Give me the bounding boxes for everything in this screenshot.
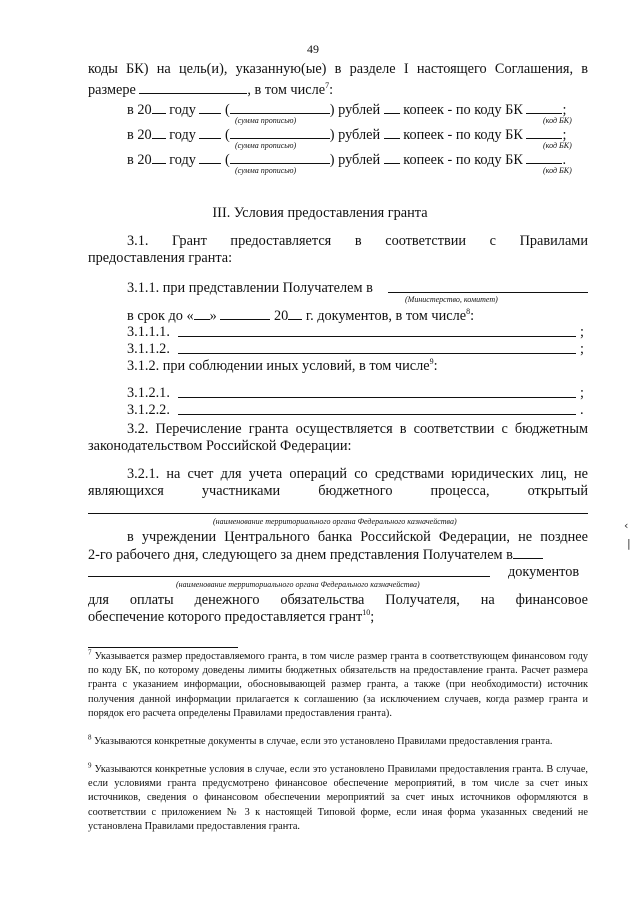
caption-sum-words: (сумма прописью) xyxy=(235,166,297,175)
kopeks-label: копеек - по коду БК xyxy=(403,102,523,118)
year-prefix: в 20 xyxy=(127,127,152,143)
p32-line-2: законодательством Российской Федерации: xyxy=(88,438,352,454)
year-blank xyxy=(152,101,166,114)
bk-code-blank xyxy=(526,151,562,164)
footnote-number: 7 xyxy=(88,648,92,657)
bk-code-blank xyxy=(526,101,562,114)
margin-mark: | xyxy=(627,537,631,550)
footnote-ref-8: 8 xyxy=(466,307,471,317)
rubles-label: ) рублей xyxy=(329,127,381,143)
row-end: . xyxy=(562,152,567,168)
item-3122-label: 3.1.2.2. xyxy=(127,402,170,418)
p31-line-1: 3.1. Грант предоставляется в соответствии с Правилами xyxy=(127,233,588,249)
p321-line-2: являющихся участниками бюджетного процесса, открытый xyxy=(88,483,588,499)
rubles-label: ) рублей xyxy=(329,152,381,168)
item-3112-end: ; xyxy=(580,341,584,357)
page-number: 49 xyxy=(307,42,319,56)
intro-size-label: размере xyxy=(88,82,136,98)
caption-sum-words: (сумма прописью) xyxy=(235,141,297,150)
caption-treasury: (наименование территориального органа Федерального казначейства) xyxy=(176,580,420,589)
year-prefix: в 20 xyxy=(127,102,152,118)
p321-line-1: 3.2.1. на счет для учета операций со средствами юридических лиц, не xyxy=(127,466,588,482)
p321-docs: документов xyxy=(508,564,580,580)
p321-line-3: в учреждении Центрального банка Российской Федерации, не позднее xyxy=(127,529,588,545)
deadline-year: 20 xyxy=(273,308,289,324)
intro-line-1: коды БК) на цель(и), указанную(ые) в разделе I настоящего Соглашения, в xyxy=(88,61,588,77)
p321-line-4 xyxy=(88,546,543,563)
ministry-blank xyxy=(388,292,588,293)
year-word: году xyxy=(169,102,196,118)
deadline-docs: г. документов, в том числе xyxy=(305,308,467,324)
footnote-text: Указываются конкретные условия в случае, если это установлено Правилами предоставления гранта. В случае, если условиями гранта предусмотрено финансовое обеспечение мероприятий, в том числе за счет иных источников, сведения о финансовом обеспечении мероприятий за счет иных источников оформляются в соответствии с приложением № 3 к настоящей Типовой форме, если иная форма указанных сведений не установлена Правилами предоставления гранта. xyxy=(88,764,588,832)
intro-including: , в том числе xyxy=(247,82,326,98)
year-word: году xyxy=(169,152,196,168)
footnote-text: Указываются конкретные документы в случае, если это установлено Правилами предоставления гранта. xyxy=(94,736,553,747)
caption-sum-words: (сумма прописью) xyxy=(235,116,297,125)
item-3112-blank xyxy=(178,353,576,354)
footnote-ref-10: 10 xyxy=(362,608,371,618)
p311-line-2 xyxy=(127,307,474,324)
deadline-quote: » xyxy=(209,308,217,324)
year-blank xyxy=(152,126,166,139)
kopeks-blank xyxy=(384,151,400,164)
year-blank xyxy=(152,151,166,164)
footnote-number: 8 xyxy=(88,733,92,742)
row-end: ; xyxy=(562,127,567,143)
footnote-8 xyxy=(88,735,588,749)
item-3121-blank xyxy=(178,397,576,398)
footnote-ref-7: 7 xyxy=(325,81,330,91)
item-3122-blank xyxy=(178,414,576,415)
day-blank xyxy=(194,307,210,320)
sum-words-blank xyxy=(230,101,330,114)
footnote-text: Указывается размер предоставляемого гранта, в том числе размер гранта в соответствующем финансовом году по коду БК, по которому доведены лимиты бюджетных обязательств на предоставление гранта. Расчет размера гранта с указанием информации, обосновывающей размер гранта, а также (при необходимости) источник получения данной информации прилагается к соглашению (за исключением случаев, когда размер гранта и порядок его расчета определены Правилами предоставления гранта). xyxy=(88,651,589,719)
sum-words-blank xyxy=(230,151,330,164)
p31-line-2: предоставления гранта: xyxy=(88,250,233,266)
kopeks-blank xyxy=(384,101,400,114)
intro-line-2 xyxy=(88,81,333,98)
p312-line xyxy=(127,358,438,374)
p311-text: 3.1.1. при представлении Получателем в xyxy=(127,280,373,296)
caption-ministry: (Министерство, комитет) xyxy=(405,295,498,304)
item-3122-end: . xyxy=(580,402,584,418)
year-prefix: в 20 xyxy=(127,152,152,168)
item-3112-label: 3.1.1.2. xyxy=(127,341,170,357)
colon: : xyxy=(433,358,438,374)
item-3121-label: 3.1.2.1. xyxy=(127,385,170,401)
year-blank xyxy=(288,307,302,320)
section-heading: III. Условия предоставления гранта xyxy=(212,205,428,221)
bk-code-blank xyxy=(526,126,562,139)
kopeks-blank xyxy=(384,126,400,139)
item-3111-blank xyxy=(178,336,576,337)
sum-digits-blank xyxy=(199,126,221,139)
footnote-9 xyxy=(88,763,588,834)
colon: : xyxy=(470,308,475,324)
p312-text: 3.1.2. при соблюдении иных условий, в том числе xyxy=(127,358,430,374)
treasury-blank xyxy=(88,513,588,514)
margin-mark: ‹ xyxy=(624,519,629,532)
footnote-ref-9: 9 xyxy=(429,357,434,367)
kopeks-label: копеек - по коду БК xyxy=(403,127,523,143)
item-3111-end: ; xyxy=(580,324,584,340)
amount-row: в 20 году ( ) рублей копеек - по коду БК ; xyxy=(127,102,567,118)
p321-line-4-text: 2-го рабочего дня, следующего за днем представления Получателем в xyxy=(88,547,513,563)
year-word: году xyxy=(169,127,196,143)
caption-treasury: (наименование территориального органа Федерального казначейства) xyxy=(213,517,457,526)
amount-row: в 20 году ( ) рублей копеек - по коду БК ; xyxy=(127,127,567,143)
month-blank xyxy=(220,307,270,320)
deadline-prefix: в срок до « xyxy=(127,308,194,324)
sum-digits-blank xyxy=(199,151,221,164)
sum-digits-blank xyxy=(199,101,221,114)
treasury-blank-2 xyxy=(88,576,490,577)
item-3121-end: ; xyxy=(580,385,584,401)
treasury-blank-short xyxy=(513,546,543,559)
item-3111-label: 3.1.1.1. xyxy=(127,324,170,340)
p321-line-5: для оплаты денежного обязательства Получателя, на финансовое xyxy=(88,592,588,608)
intro-colon: : xyxy=(329,82,334,98)
amount-blank xyxy=(139,81,247,94)
caption-bk-code: (код БК) xyxy=(543,166,572,175)
p321-line-6-text: обеспечение которого предоставляется грант xyxy=(88,609,363,625)
amount-row: в 20 году ( ) рублей копеек - по коду БК . xyxy=(127,152,567,168)
p311-line-1 xyxy=(127,280,373,296)
footnote-7 xyxy=(88,650,588,721)
kopeks-label: копеек - по коду БК xyxy=(403,152,523,168)
p321-line-6 xyxy=(88,609,374,625)
footnote-number: 9 xyxy=(88,761,92,770)
sum-words-blank xyxy=(230,126,330,139)
caption-bk-code: (код БК) xyxy=(543,116,572,125)
p32-line-1: 3.2. Перечисление гранта осуществляется в соответствии с бюджетным xyxy=(127,421,588,437)
caption-bk-code: (код БК) xyxy=(543,141,572,150)
semicolon: ; xyxy=(370,609,375,625)
rubles-label: ) рублей xyxy=(329,102,381,118)
row-end: ; xyxy=(562,102,567,118)
footnote-separator xyxy=(88,647,238,648)
